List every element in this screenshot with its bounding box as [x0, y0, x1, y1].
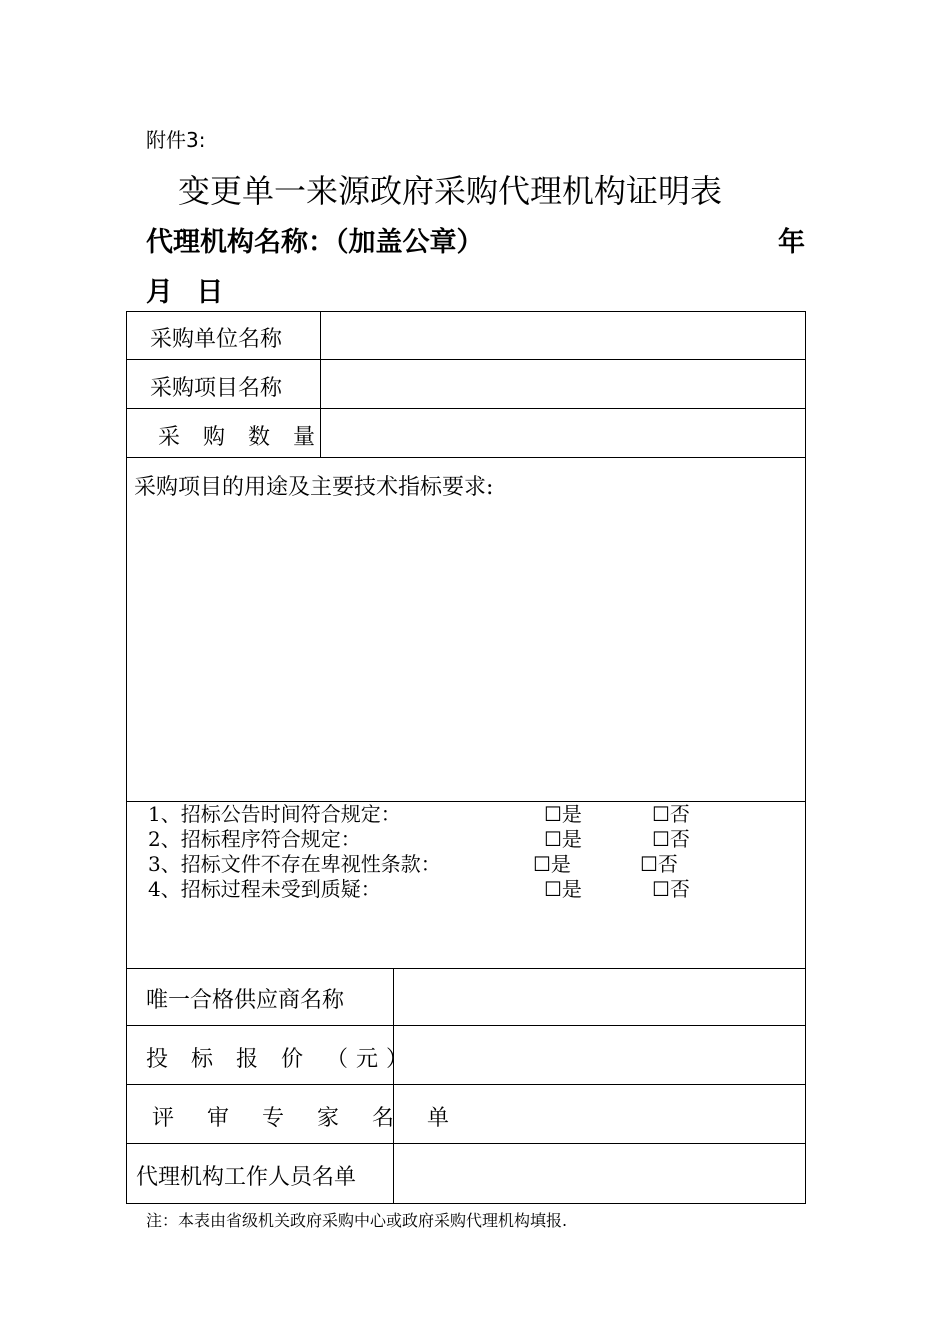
yes-checkbox[interactable]: ☐是: [544, 802, 582, 826]
row-divider: [126, 457, 806, 458]
usage-requirements-label: 采购项目的用途及主要技术指标要求:: [134, 475, 494, 500]
project-name-label: 采购项目名称: [150, 376, 283, 401]
checklist-question: 2、招标程序符合规定：: [148, 827, 361, 851]
supplier-name-label: 唯一合格供应商名称: [146, 988, 345, 1013]
checklist-question: 4、招标过程未受到质疑：: [148, 877, 381, 901]
checklist-item: [148, 827, 788, 852]
attachment-label: 附件3:: [146, 128, 206, 152]
supplier-name-value[interactable]: [394, 969, 805, 1025]
footnote: 注：本表由省级机关政府采购中心或政府采购代理机构填报.: [146, 1211, 568, 1230]
checklist-item: [148, 852, 788, 877]
review-experts-label: 评 审 专 家 名 单: [152, 1106, 462, 1131]
bid-price-value[interactable]: [394, 1026, 805, 1084]
checklist-question: 3、招标文件不存在卑视性条款：: [148, 852, 441, 876]
month-day-label: 月 日: [146, 277, 224, 308]
agency-staff-value[interactable]: [394, 1144, 805, 1203]
review-experts-value[interactable]: [394, 1085, 805, 1143]
quantity-label: 采 购 数 量: [158, 425, 323, 450]
page-title: 变更单一来源政府采购代理机构证明表: [178, 172, 723, 210]
table-border-bottom: [126, 1203, 806, 1204]
quantity-value[interactable]: [321, 409, 805, 457]
yes-checkbox[interactable]: ☐是: [544, 827, 582, 851]
no-checkbox[interactable]: ☐否: [652, 827, 690, 851]
agency-name-line: 代理机构名称：（加盖公章）: [146, 227, 484, 258]
year-label: 年: [778, 227, 805, 258]
purchaser-name-value[interactable]: [321, 312, 805, 359]
table-border-right: [805, 311, 806, 1204]
project-name-value[interactable]: [321, 360, 805, 408]
usage-requirements-value[interactable]: [127, 500, 805, 800]
checklist-item: [148, 877, 788, 902]
bid-price-label: 投 标 报 价 （元）: [146, 1047, 416, 1072]
purchaser-name-label: 采购单位名称: [150, 327, 283, 352]
checklist-item: [148, 802, 788, 827]
agency-staff-label: 代理机构工作人员名单: [136, 1165, 357, 1190]
checklist-question: 1、招标公告时间符合规定：: [148, 802, 401, 826]
yes-checkbox[interactable]: ☐是: [544, 877, 582, 901]
yes-checkbox[interactable]: ☐是: [533, 852, 571, 876]
compliance-checklist: [148, 802, 788, 902]
no-checkbox[interactable]: ☐否: [652, 877, 690, 901]
no-checkbox[interactable]: ☐否: [640, 852, 678, 876]
no-checkbox[interactable]: ☐否: [652, 802, 690, 826]
